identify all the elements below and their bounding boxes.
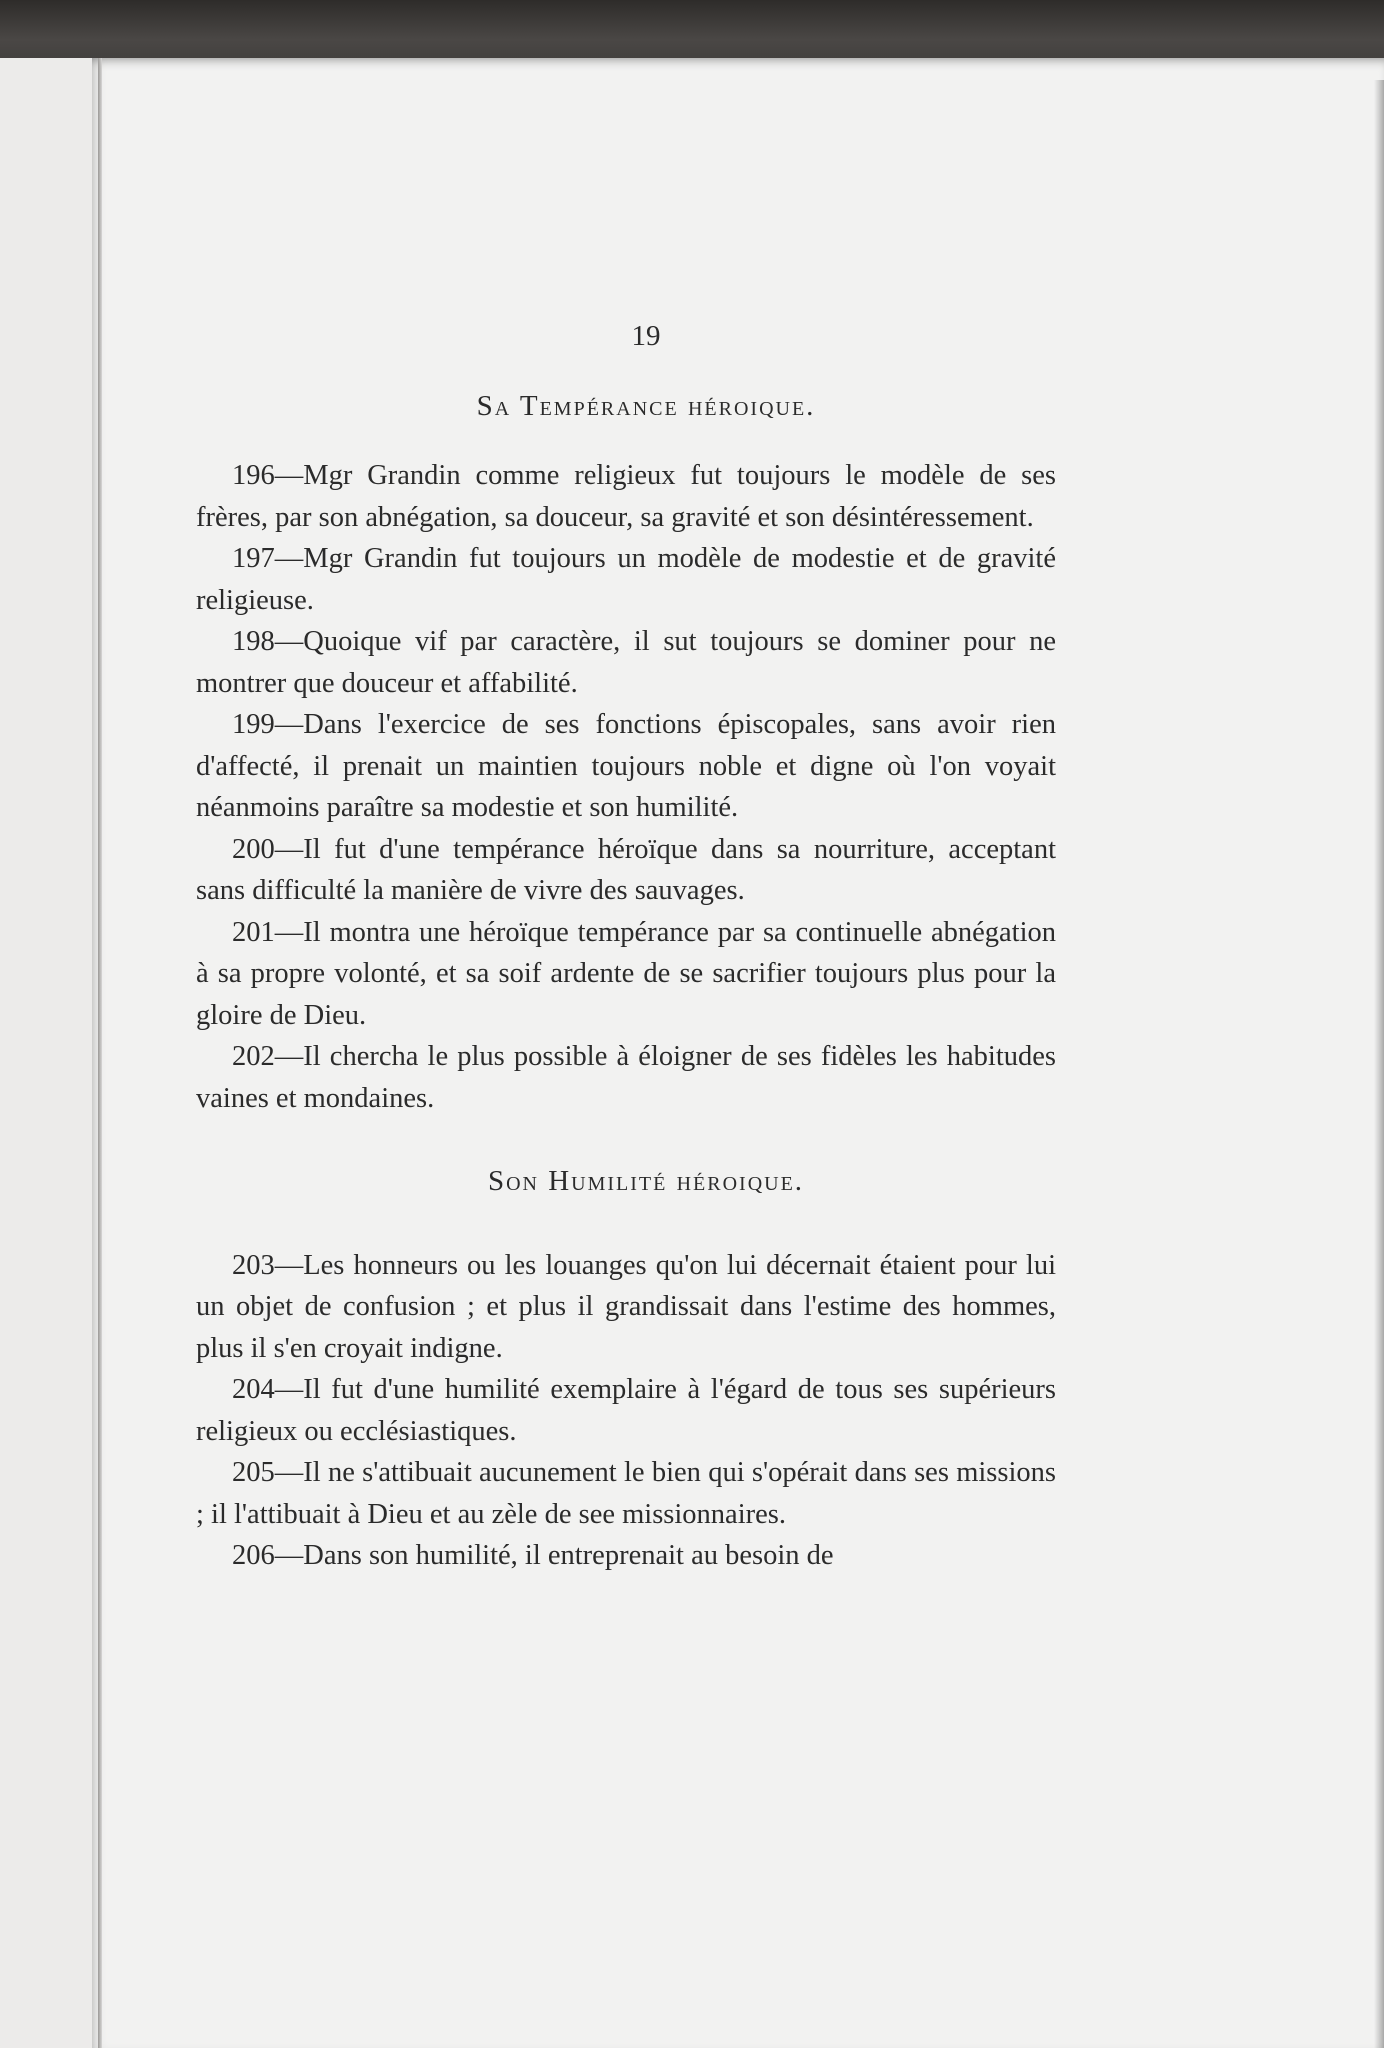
facing-page-edge — [0, 58, 92, 2048]
paragraph-196: 196—Mgr Grandin comme religieux fut toujours le modèle de ses frères, par son abnégation, sa douceur, sa gravité et son désintéressement. — [196, 460, 1056, 533]
section-heading-temperance: Sa Tempérance héroique. — [476, 389, 816, 422]
binding-fold — [98, 58, 102, 2048]
paragraph-198: 198—Quoique vif par caractère, il sut toujours se dominer pour ne montrer que douceur et affabilité. — [196, 626, 1056, 699]
paragraph-205: 205—Il ne s'attibuait aucunement le bien qui s'opérait dans ses missions ; il l'attibuait à Dieu et au zèle de see missionnaires. — [196, 1457, 1056, 1530]
paragraph-201: 201—Il montra une héroïque tempérance par sa continuelle abnégation à sa propre volonté, et sa soif ardente de se sacrifier toujours plus pour la gloire de Dieu. — [196, 916, 1056, 1031]
page-number: 19 — [631, 320, 661, 352]
paragraph-202: 202—Il chercha le plus possible à éloigner de ses fidèles les habitudes vaines et mondaines. — [196, 1041, 1056, 1114]
section-heading-humilite: Son Humilité héroique. — [487, 1165, 805, 1197]
paragraph-199: 199—Dans l'exercice de ses fonctions épiscopales, sans avoir rien d'affecté, il prenait un maintien toujours noble et digne où l'on voyait néanmoins paraître sa modestie et son humilité. — [196, 709, 1056, 823]
paragraph-197: 197—Mgr Grandin fut toujours un modèle de modestie et de gravité religieuse. — [196, 543, 1056, 616]
paragraph-203: 203—Les honneurs ou les louanges qu'on lui décernait étaient pour lui un objet de confusion ; et plus il grandissait dans l'estime des hommes, plus il s'en croyait indigne. — [196, 1249, 1056, 1364]
paragraph-200: 200—Il fut d'une tempérance héroïque dans sa nourriture, acceptant sans difficulté la manière de vivre des sauvages. — [196, 833, 1056, 906]
paragraph-204: 204—Il fut d'une humilité exemplaire à l'égard de tous ses supérieurs religieux ou ecclésiastiques. — [196, 1374, 1056, 1447]
page-text — [196, 316, 1056, 1577]
paragraph-206: 206—Dans son humilité, il entreprenait au besoin de — [232, 1540, 834, 1571]
page-edge-shadow — [1374, 80, 1384, 2048]
